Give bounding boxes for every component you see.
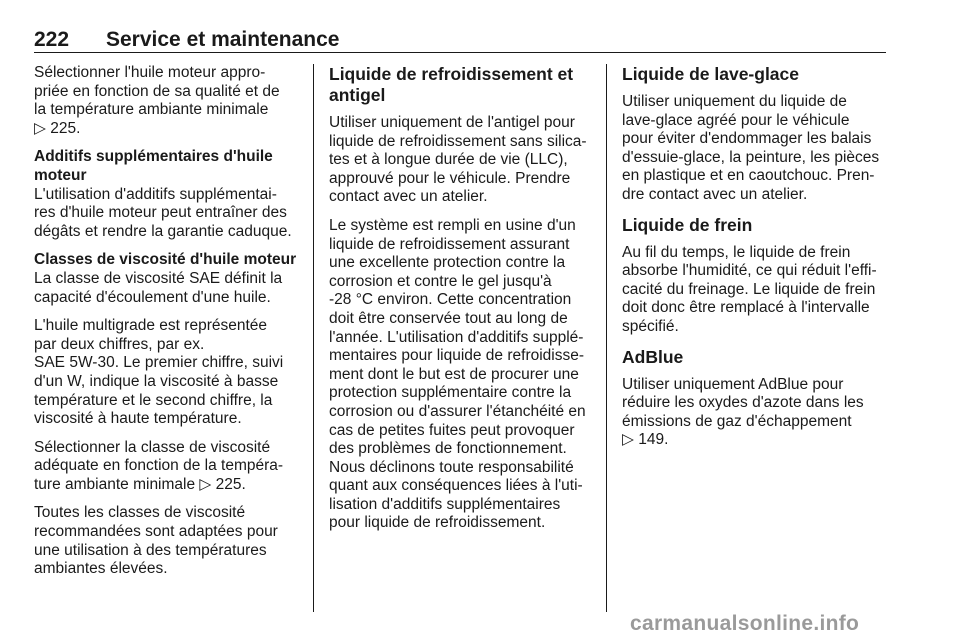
subheading-viscosity-classes: Classes de viscosité d'huile moteur (34, 251, 297, 269)
column-engine-oil (34, 64, 300, 589)
section-title: Service et maintenance (106, 28, 340, 51)
page-number: 222 (34, 28, 70, 51)
paragraph: Le système est rempli en usine d'un liquide de refroidissement assurant une excellente protection contre la corrosion et contre le gel jusqu'à -28 °C environ. Cette concentration doit être conservée tout au long de l'année. L'utilisation d'additifs supplé- mentaires pour liquide de refroidisse- ment dont le but est de procurer une protection supplémentaire contre la corrosion ou d'assurer l'étanchéité en cas de petites fuites peut provoquer des problèmes de fonctionnement. Nous déclinons toute responsabilité quant aux conséquences liées à l'uti- lisation d'additifs supplémentaires pour liquide de refroidissement. (329, 216, 586, 532)
watermark: carmanualsonline.info (630, 612, 860, 635)
paragraph: Au fil du temps, le liquide de frein absorbe l'humidité, ce qui réduit l'effi- cacité du freinage. Le liquide de frein doit donc être remplacé à l'intervalle spécifié. (622, 243, 877, 335)
paragraph: L'utilisation d'additifs supplémentai- res d'huile moteur peut entraîner des dégâts et rendre la garantie caduque. (34, 185, 292, 240)
header-divider (34, 52, 886, 53)
column-coolant (329, 64, 595, 543)
paragraph: Sélectionner l'huile moteur appro- priée en fonction de sa qualité et de la température ambiante minimale ▷ 225. (34, 64, 280, 137)
heading-coolant-antifreeze: Liquide de refroidissement et antigel (329, 64, 574, 105)
heading-adblue: AdBlue (622, 346, 684, 367)
paragraph: La classe de viscosité SAE définit la capacité d'écoulement d'une huile. (34, 269, 283, 306)
column-divider (313, 64, 314, 612)
paragraph: Toutes les classes de viscosité recommandées sont adaptées pour une utilisation à des températures ambiantes élevées. (34, 504, 278, 578)
subheading-oil-additives: Additifs supplémentaires d'huile moteur (34, 148, 273, 184)
paragraph: L'huile multigrade est représentée par deux chiffres, par ex. SAE 5W-30. Le premier chiffre, suivi d'un W, indique la viscosité à basse température et le second chiffre, la viscosité à haute température. (34, 317, 284, 428)
paragraph: Utiliser uniquement de l'antigel pour liquide de refroidissement sans silica- tes et à longue durée de vie (LLC), approuvé pour le véhicule. Prendre contact avec un atelier. (329, 114, 587, 206)
paragraph: Sélectionner la classe de viscosité adéquate en fonction de la tempéra- ture ambiante minimale ▷ 225. (34, 438, 284, 493)
column-divider (606, 64, 607, 612)
paragraph: Utiliser uniquement AdBlue pour réduire les oxydes d'azote dans les émissions de gaz d'échappement ▷ 149. (622, 375, 864, 449)
heading-washer-fluid: Liquide de lave-glace (622, 64, 799, 84)
column-fluids (622, 64, 888, 460)
heading-brake-fluid: Liquide de frein (622, 214, 753, 235)
paragraph: Utiliser uniquement du liquide de lave-glace agréé pour le véhicule pour éviter d'endommager les balais d'essuie-glace, la peinture, les pièces en plastique et en caoutchouc. Pren- dre contact avec un atelier. (622, 93, 880, 203)
page-header (34, 28, 886, 52)
